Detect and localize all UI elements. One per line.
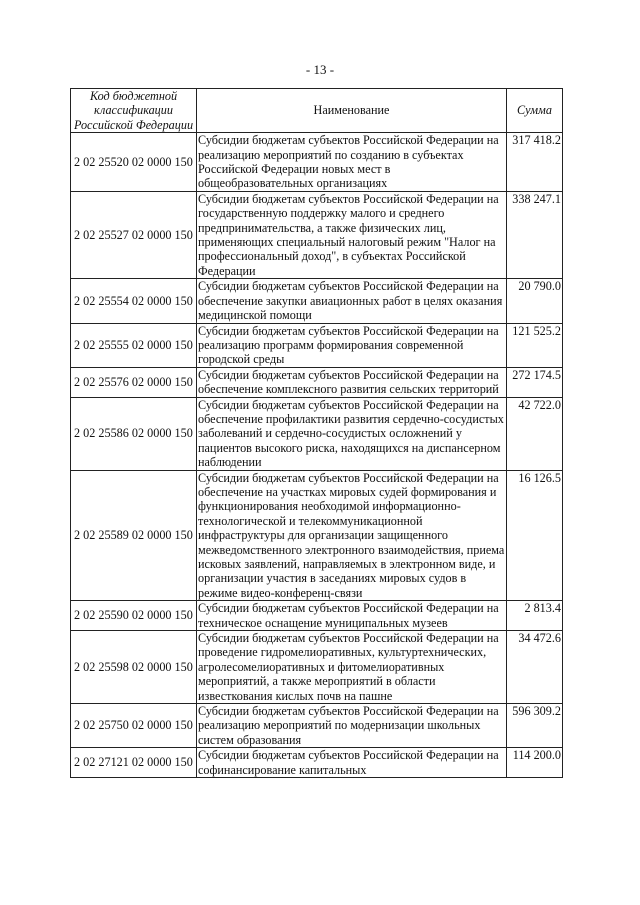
table-row bbox=[71, 601, 563, 631]
row-amount: 596 309.2 bbox=[507, 704, 563, 748]
table-row bbox=[71, 133, 563, 192]
row-code: 2 02 25555 02 0000 150 bbox=[71, 323, 197, 367]
row-amount: 272 174.5 bbox=[507, 367, 563, 397]
table-row bbox=[71, 631, 563, 704]
row-name: Субсидии бюджетам субъектов Российской Федерации на обеспечение закупки авиационных работ в целях оказания медицинской помощи bbox=[197, 279, 507, 323]
row-amount: 317 418.2 bbox=[507, 133, 563, 192]
row-name: Субсидии бюджетам субъектов Российской Федерации на реализацию мероприятий по созданию в субъектах Российской Федерации новых мест в общеобразовательных организациях bbox=[197, 133, 507, 192]
table-row bbox=[71, 470, 563, 601]
row-name: Субсидии бюджетам субъектов Российской Федерации на софинансирование капитальных bbox=[197, 748, 507, 778]
row-name: Субсидии бюджетам субъектов Российской Федерации на реализацию программ формирования современной городской среды bbox=[197, 323, 507, 367]
table-row bbox=[71, 367, 563, 397]
row-code: 2 02 25576 02 0000 150 bbox=[71, 367, 197, 397]
row-amount: 114 200.0 bbox=[507, 748, 563, 778]
row-name: Субсидии бюджетам субъектов Российской Федерации на обеспечение на участках мировых судей формирования и функционирования необходимой информационно-технологической и телекоммуникационной инфраструктуры для организации защищенного межведомственного электронного взаимодействия, приема исковых заявлений, направляемых в электронном виде, и организации участия в заседаниях мировых судов в режиме видео-конференц-связи bbox=[197, 470, 507, 601]
budget-table bbox=[70, 88, 563, 778]
header-code: Код бюджетной классификации Российской Федерации bbox=[71, 89, 197, 133]
row-amount: 16 126.5 bbox=[507, 470, 563, 601]
header-name: Наименование bbox=[197, 89, 507, 133]
row-code: 2 02 27121 02 0000 150 bbox=[71, 748, 197, 778]
row-name: Субсидии бюджетам субъектов Российской Федерации на техническое оснащение муниципальных музеев bbox=[197, 601, 507, 631]
row-amount: 42 722.0 bbox=[507, 397, 563, 470]
row-code: 2 02 25598 02 0000 150 bbox=[71, 631, 197, 704]
table-row bbox=[71, 704, 563, 748]
row-amount: 34 472.6 bbox=[507, 631, 563, 704]
row-amount: 121 525.2 bbox=[507, 323, 563, 367]
row-amount: 2 813.4 bbox=[507, 601, 563, 631]
row-code: 2 02 25590 02 0000 150 bbox=[71, 601, 197, 631]
row-code: 2 02 25589 02 0000 150 bbox=[71, 470, 197, 601]
table-row bbox=[71, 191, 563, 278]
row-code: 2 02 25520 02 0000 150 bbox=[71, 133, 197, 192]
table-row bbox=[71, 279, 563, 323]
header-sum: Сумма bbox=[507, 89, 563, 133]
row-code: 2 02 25527 02 0000 150 bbox=[71, 191, 197, 278]
table-row bbox=[71, 323, 563, 367]
row-name: Субсидии бюджетам субъектов Российской Федерации на обеспечение комплексного развития сельских территорий bbox=[197, 367, 507, 397]
row-name: Субсидии бюджетам субъектов Российской Федерации на реализацию мероприятий по модернизации школьных систем образования bbox=[197, 704, 507, 748]
row-amount: 338 247.1 bbox=[507, 191, 563, 278]
table-header-row bbox=[71, 89, 563, 133]
row-name: Субсидии бюджетам субъектов Российской Федерации на государственную поддержку малого и среднего предпринимательства, а также физических лиц, применяющих специальный налоговый режим "Налог на профессиональный доход", в субъектах Российской Федерации bbox=[197, 191, 507, 278]
row-code: 2 02 25750 02 0000 150 bbox=[71, 704, 197, 748]
table-row bbox=[71, 397, 563, 470]
row-name: Субсидии бюджетам субъектов Российской Федерации на проведение гидромелиоративных, культуртехнических, агролесомелиоративных и фитомелиоративных мероприятий, а также мероприятий в области известкования кислых почв на пашне bbox=[197, 631, 507, 704]
row-amount: 20 790.0 bbox=[507, 279, 563, 323]
row-code: 2 02 25586 02 0000 150 bbox=[71, 397, 197, 470]
row-code: 2 02 25554 02 0000 150 bbox=[71, 279, 197, 323]
table-row bbox=[71, 748, 563, 778]
row-name: Субсидии бюджетам субъектов Российской Федерации на обеспечение профилактики развития сердечно-сосудистых заболеваний и сердечно-сосудистых осложнений у пациентов высокого риска, находящихся на диспансерном наблюдении bbox=[197, 397, 507, 470]
page-number: - 13 - bbox=[305, 62, 335, 77]
